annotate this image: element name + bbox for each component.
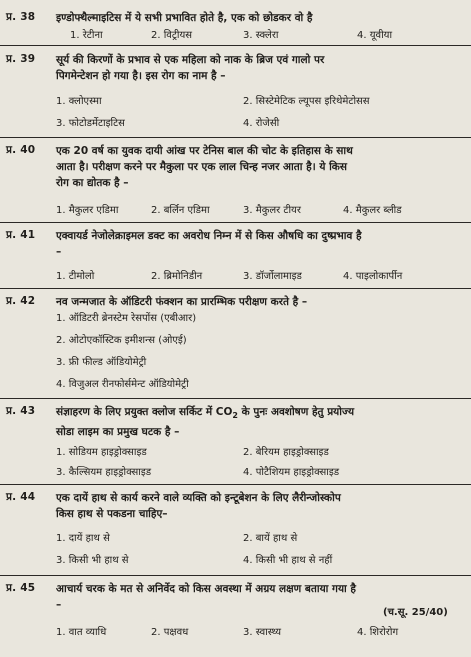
subscript: 2 xyxy=(232,411,238,421)
option-1: 1. रेटीना xyxy=(70,30,103,41)
option-1: 1. टीमोलो xyxy=(56,271,95,282)
option-4: 4. विजुअल रीनफोर्समेन्ट ऑडियोमेट्री xyxy=(56,379,189,390)
question-number: प्र. 45 xyxy=(6,582,36,594)
question-number: प्र. 39 xyxy=(6,53,36,65)
option-1: 1. दायें हाथ से xyxy=(56,533,110,544)
option-3: 3. स्क्लेरा xyxy=(243,30,279,41)
divider xyxy=(0,484,471,485)
option-3: 3. कैल्सियम हाइड्रोक्साइड xyxy=(56,467,152,478)
option-2: 2. पक्षवध xyxy=(151,627,189,638)
option-2: 2. विट्रीयस xyxy=(151,30,193,41)
divider xyxy=(0,288,471,289)
option-2: 2. बेरियम हाइड्रोक्साइड xyxy=(243,447,329,458)
option-1: 1. क्लोएस्मा xyxy=(56,96,102,107)
option-1: 1. ऑडिटरी ब्रेनस्टेम रेसपोंस (एबीआर) xyxy=(56,313,197,324)
option-4: 4. शिरोरोग xyxy=(357,627,399,638)
question-number: प्र. 43 xyxy=(6,405,36,417)
divider xyxy=(0,45,471,46)
question-number: प्र. 40 xyxy=(6,144,36,156)
option-4: 4. मैकुलर ब्लीड xyxy=(343,205,402,216)
option-3: 3. स्वास्थ्य xyxy=(243,627,282,638)
option-2: 2. ओटोएकॉस्टिक इमीशन्स (ओएई) xyxy=(56,335,187,346)
question-text: एक्वायर्ड नेजोलेक्राइमल डक्ट का अवरोध निम्न में से किस औषधि का दुष्प्रभाव है – xyxy=(56,230,362,258)
question-text-part: संज्ञाहरण के लिए प्रयुक्त क्लोज सर्किट में CO xyxy=(56,406,233,418)
option-2: 2. ब्रिमोनिडीन xyxy=(151,271,203,282)
question-text: सूर्य की किरणों के प्रभाव से एक महिला को नाक के ब्रिज एवं गालो पर पिगमेन्टेशन हो गया है। इस रोग का नाम है – xyxy=(56,54,325,82)
option-3: 3. किसी भी हाथ से xyxy=(56,555,129,566)
question-text: नव जन्मजात के ऑडिटरी फंक्शन का प्रारम्भिक परीक्षण करते है – xyxy=(56,296,308,308)
option-3: 3. फोटोडर्मेटाइटिस xyxy=(56,118,125,129)
option-4: 4. पाइलोकार्पीन xyxy=(343,271,403,282)
question-number: प्र. 41 xyxy=(6,229,36,241)
question-text: एक 20 वर्ष का युवक दायी आंख पर टेनिस बाल की चोट के इतिहास के साथ आता है। परीक्षण करने पर मैकुला पर एक लाल चिन्ह नजर आता है। ये किस रोग का द्योतक है – xyxy=(56,145,353,189)
divider xyxy=(0,575,471,576)
question-number: प्र. 38 xyxy=(6,11,36,23)
option-2: 2. बायें हाथ से xyxy=(243,533,298,544)
question-text: इण्डोफ्थैल्माइटिस में ये सभी प्रभावित होते है, एक को छोडकर वो है xyxy=(56,12,313,24)
option-2: 2. बर्लिन एडिमा xyxy=(151,205,210,216)
option-4: 4. किसी भी हाथ से नहीं xyxy=(243,555,333,566)
source-reference: (च.सू. 25/40) xyxy=(383,607,448,618)
question-text: आचार्य चरक के मत से अनिर्वेद को किस अवस्था में अग्रय लक्षण बताया गया है – xyxy=(56,583,357,611)
divider xyxy=(0,222,471,223)
question-number: प्र. 44 xyxy=(6,491,36,503)
option-2: 2. सिस्टेमेटिक ल्यूपस इरिथेमेटोसस xyxy=(243,96,370,107)
option-3: 3. फ्री फील्ड ऑडियोमेट्री xyxy=(56,357,147,368)
question-text: एक दायें हाथ से कार्य करने वाले व्यक्ति को इन्टूबेशन के लिए लैरीन्जोस्कोप किस हाथ से पकडना चाहिए– xyxy=(56,492,341,520)
option-3: 3. डॉर्जोलामाइड xyxy=(243,271,302,282)
question-text xyxy=(56,404,463,440)
option-4: 4. यूवीया xyxy=(357,30,393,41)
divider xyxy=(0,398,471,399)
question-number: प्र. 42 xyxy=(6,295,36,307)
question-text-part: के पुनः अवशोषण हेतु प्रयोज्य सोडा लाइम का प्रमुख घटक है – xyxy=(56,406,355,439)
divider xyxy=(0,137,471,138)
option-1: 1. वात व्याधि xyxy=(56,627,107,638)
option-4: 4. पोटैशियम हाइड्रोक्साइड xyxy=(243,467,340,478)
option-3: 3. मैकुलर टीयर xyxy=(243,205,301,216)
option-4: 4. रोजेसी xyxy=(243,118,280,129)
option-1: 1. सोडियम हाइड्रोक्साइड xyxy=(56,447,147,458)
option-1: 1. मैकुलर एडिमा xyxy=(56,205,119,216)
